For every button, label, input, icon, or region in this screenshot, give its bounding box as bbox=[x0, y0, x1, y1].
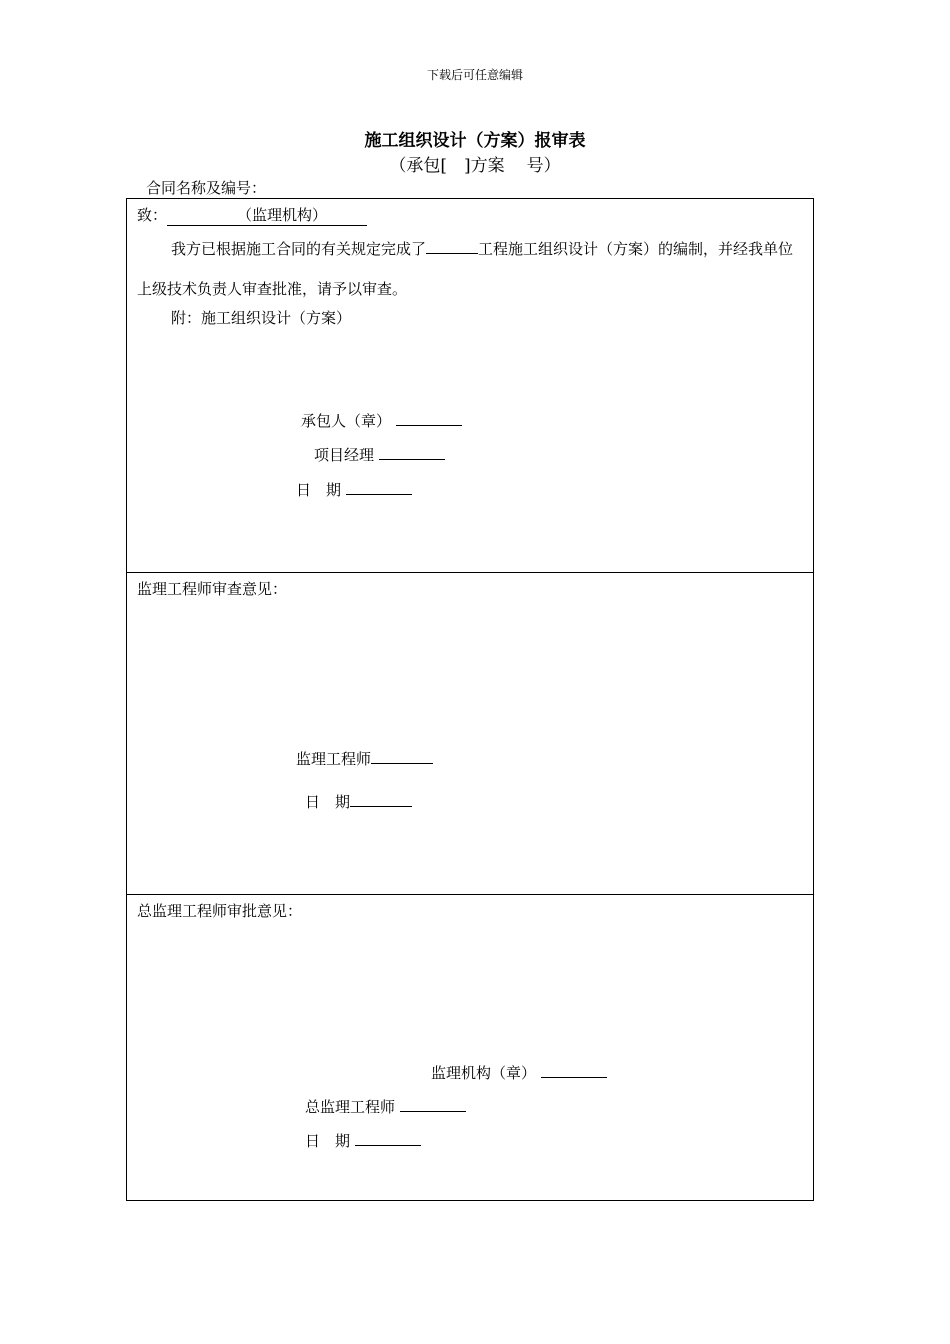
subtitle-left: （承包[ ]方案 bbox=[389, 156, 505, 176]
engineer-review-section bbox=[127, 572, 813, 894]
date-line-1 bbox=[296, 479, 412, 500]
header-note: 下载后可任意编辑 bbox=[426, 68, 523, 82]
date-blank-2[interactable] bbox=[350, 791, 412, 807]
chief-blank[interactable] bbox=[400, 1096, 466, 1112]
manager-label: 项目经理 bbox=[314, 446, 375, 464]
chief-label: 总监理工程师 bbox=[305, 1098, 396, 1116]
form-subtitle bbox=[0, 151, 950, 176]
para-part2: 工程施工组织设计（方案）的编制，并经我单位上级技术负责人审查批准，请予以审查。 bbox=[137, 240, 794, 298]
subtitle-right: 号） bbox=[526, 156, 561, 176]
to-label: 致： bbox=[137, 206, 168, 224]
date-blank-3[interactable] bbox=[355, 1130, 421, 1146]
contractor-seal-blank[interactable] bbox=[396, 410, 462, 426]
approval-form bbox=[126, 198, 814, 1201]
chief-line bbox=[305, 1096, 466, 1117]
date-label-1: 日 期 bbox=[296, 481, 342, 499]
org-seal-blank[interactable] bbox=[541, 1062, 607, 1078]
manager-line bbox=[314, 444, 445, 465]
date-label-3: 日 期 bbox=[305, 1132, 351, 1150]
project-name-blank[interactable] bbox=[426, 238, 478, 254]
contractor-line bbox=[301, 410, 462, 431]
to-org-field[interactable] bbox=[167, 206, 367, 226]
engineer-line bbox=[296, 748, 433, 769]
org-seal-line bbox=[431, 1062, 607, 1083]
chief-approval-heading: 总监理工程师审批意见： bbox=[137, 902, 303, 920]
date-line-3 bbox=[305, 1130, 421, 1151]
to-line bbox=[137, 204, 367, 225]
engineer-label: 监理工程师 bbox=[296, 750, 372, 768]
submission-section bbox=[127, 199, 813, 572]
date-line-2 bbox=[305, 791, 412, 812]
para-part1: 我方已根据施工合同的有关规定完成了 bbox=[171, 240, 427, 258]
engineer-blank[interactable] bbox=[371, 748, 433, 764]
manager-blank[interactable] bbox=[379, 444, 445, 460]
contractor-label: 承包人（章） bbox=[301, 412, 392, 430]
date-label-2: 日 期 bbox=[305, 793, 351, 811]
contract-label: 合同名称及编号： bbox=[146, 179, 267, 197]
to-org-text: （监理机构） bbox=[237, 206, 328, 224]
org-seal-label: 监理机构（章） bbox=[431, 1064, 537, 1082]
attachment-line: 附：施工组织设计（方案） bbox=[171, 309, 352, 327]
form-title: 施工组织设计（方案）报审表 bbox=[364, 131, 586, 151]
engineer-review-heading: 监理工程师审查意见： bbox=[137, 580, 288, 598]
submission-paragraph bbox=[137, 229, 807, 309]
date-blank-1[interactable] bbox=[346, 479, 412, 495]
chief-approval-section bbox=[127, 894, 813, 1200]
